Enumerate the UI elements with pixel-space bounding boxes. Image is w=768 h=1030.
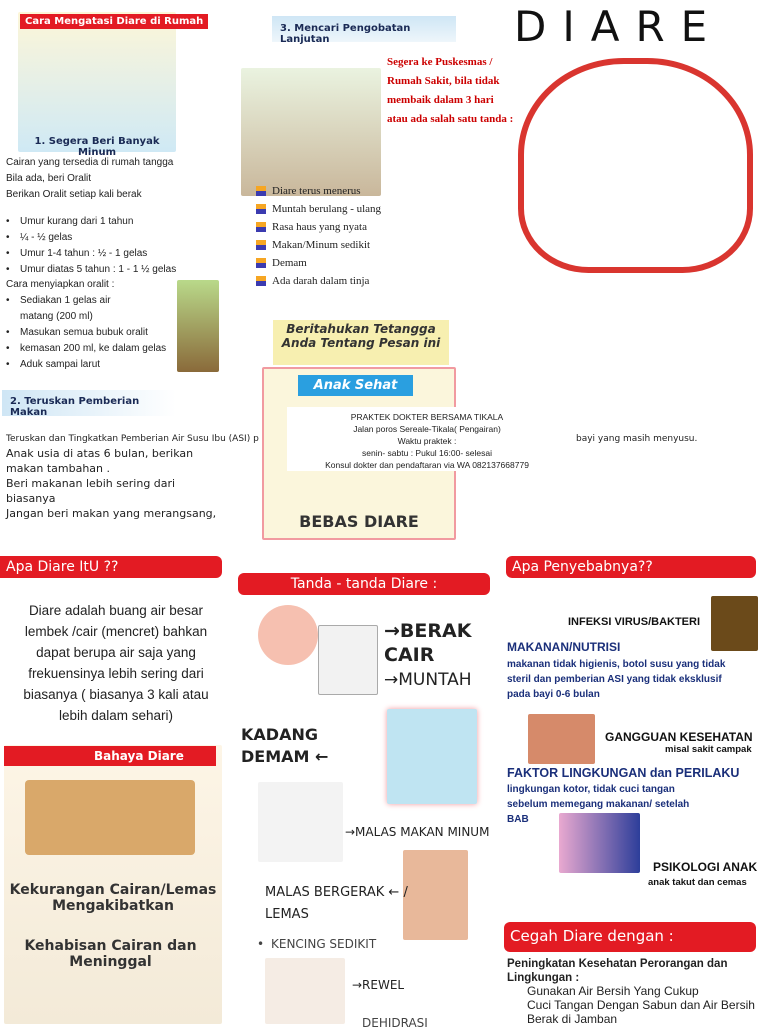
sign-muntah: →MUNTAH <box>384 670 472 690</box>
signs-header: Tanda - tanda Diare : <box>238 573 490 595</box>
food-line: Teruskan dan Tingkatkan Pemberian Air Susu Ibu (ASI) p <box>6 434 259 444</box>
ambulance-illustration <box>241 68 381 196</box>
scared-child-image <box>559 813 640 873</box>
prep-title: Cara menyiapkan oralit : <box>6 279 115 290</box>
food-line: bayi yang masih menyusu. <box>576 434 698 444</box>
clinic-line: Waktu praktek : <box>397 436 457 446</box>
sign-dehidrasi: DEHIDRASI <box>362 1016 428 1030</box>
clinic-line: senin- sabtu : Pukul 16:00- selesai <box>362 448 492 458</box>
food-banner: 2. Teruskan Pemberian Makan <box>2 390 176 416</box>
treat-banner: 3. Mencari Pengobatan Lanjutan <box>272 16 456 42</box>
child-on-potty-illustration <box>518 58 753 273</box>
cause-faktor: FAKTOR LINGKUNGAN dan PERILAKU <box>507 766 740 780</box>
list-item: • Masukan semua bubuk oralit <box>2 325 174 341</box>
cause-header: Apa Penyebabnya?? <box>506 556 756 578</box>
line: Bila ada, beri Oralit <box>6 173 92 184</box>
bacteria-image <box>711 596 758 651</box>
cause-psiko: PSIKOLOGI ANAK <box>653 860 758 874</box>
cause-psiko-desc: anak takut dan cemas <box>648 877 747 888</box>
sign: Muntah berulang - ulang <box>256 200 436 218</box>
prevent-list <box>527 984 755 1026</box>
prevent-title: Peningkatan Kesehatan Perorangan dan Lingkungan : <box>507 958 728 984</box>
what-text: Diare adalah buang air besar lembek /cair (mencret) bahkan dapat berupa air saja yang frekuensinya lebih sering dari biasanya ( biasanya 3 kali atau lebih dalam sehari) <box>23 603 209 723</box>
list-item: • Aduk sampai larut <box>2 357 174 373</box>
oralit-steps-image <box>177 280 219 372</box>
list-item: • ¼ - ½ gelas <box>2 230 176 246</box>
home-care-caption: 1. Segera Beri Banyak Minum <box>34 136 160 158</box>
home-lines <box>6 155 173 203</box>
list-item: • kemasan 200 ml, ke dalam gelas <box>2 341 174 357</box>
what-header: Apa Diare ItU ?? <box>0 556 222 578</box>
home-care-illustration <box>18 12 176 152</box>
prep-list <box>2 293 174 373</box>
cause-makanan: MAKANAN/NUTRISI <box>507 640 621 654</box>
treat-red-text: Segera ke Puskesmas / Rumah Sakit, bila tidak membaik dalam 3 hari atau ada salah satu tanda : <box>387 56 514 125</box>
cause-gangguan: GANGGUAN KESEHATAN <box>605 730 753 744</box>
sign-malas-makan: →MALAS MAKAN MINUM <box>345 825 490 839</box>
line: Beri makanan lebih sering dari biasanya <box>6 477 176 505</box>
cause-infeksi: INFEKSI VIRUS/BAKTERI <box>568 616 701 628</box>
list-item: Gunakan Air Bersih Yang Cukup <box>527 984 699 998</box>
sign: Demam <box>256 254 436 272</box>
fever-care-image <box>387 709 477 804</box>
line: Berikan Oralit setiap kali berak <box>6 189 142 200</box>
tell-neighbours: Beritahukan Tetangga Anda Tentang Pesan ini <box>273 320 449 365</box>
dose-list <box>2 214 176 278</box>
title: DIARE <box>514 2 724 51</box>
list-item: • KENCING SEDIKIT <box>253 937 376 951</box>
cause-gangguan-desc: misal sakit campak <box>665 744 752 755</box>
bullet-icon <box>256 186 266 196</box>
clinic-line: Jalan poros Sereale-Tikala( Pengairan) <box>353 424 501 434</box>
list-item: Cuci Tangan Dengan Sabun dan Air Bersih <box>527 998 755 1012</box>
sign-malas-gerak: MALAS BERGERAK ← / LEMAS <box>265 885 408 922</box>
danger-line1: Kekurangan Cairan/Lemas Mengakibatkan <box>9 882 217 914</box>
bed-image <box>25 780 195 855</box>
cause-makanan-desc: makanan tidak higienis, botol susu yang tidak steril dan pemberian ASI yang tidak eksklusif pada bayi 0-6 bulan <box>507 659 726 700</box>
sign-demam: KADANG DEMAM ← <box>241 725 329 766</box>
prevent-header: Cegah Diare dengan : <box>504 922 756 952</box>
sign-rewel: →REWEL <box>352 978 405 992</box>
kencing-list <box>253 937 376 951</box>
list-item: • Umur 1-4 tahun : ½ - 1 gelas <box>2 246 176 262</box>
crying-baby-image <box>258 605 318 665</box>
bullet-icon <box>256 204 266 214</box>
vomiting-child-image <box>318 625 378 695</box>
clinic-line: PRAKTEK DOKTER BERSAMA TIKALA <box>350 412 504 422</box>
bullet-icon <box>256 276 266 286</box>
treat-signs <box>256 182 436 290</box>
sign-berak: →BERAK CAIR <box>384 620 472 666</box>
anak-sehat-label: Anak Sehat <box>298 375 413 396</box>
sign: Diare terus menerus <box>256 182 436 200</box>
fussy-baby-image <box>265 958 345 1024</box>
clinic-info <box>287 407 567 471</box>
list-item: • Umur diatas 5 tahun : 1 - 1 ½ gelas <box>2 262 176 278</box>
danger-line2: Kehabisan Cairan dan Meninggal <box>24 938 197 970</box>
bullet-icon <box>256 258 266 268</box>
line: Cairan yang tersedia di rumah tangga <box>6 157 174 168</box>
no-appetite-image <box>258 782 343 862</box>
cause-faktor-desc: lingkungan kotor, tidak cuci tangan sebelum memegang makanan/ setelah BAB <box>507 784 690 825</box>
list-item: • Umur kurang dari 1 tahun <box>2 214 176 230</box>
line: Anak usia di atas 6 bulan, berikan makan tambahan . <box>6 447 194 475</box>
bullet-icon <box>256 240 266 250</box>
list-item: • Sediakan 1 gelas air matang (200 ml) <box>2 293 137 325</box>
sign: Makan/Minum sedikit <box>256 236 436 254</box>
home-care-banner: Cara Mengatasi Diare di Rumah <box>20 14 208 29</box>
bebas-diare-label: BEBAS DIARE <box>299 512 419 531</box>
bullet-icon <box>256 222 266 232</box>
line: Jangan beri makan yang merangsang, <box>6 507 217 520</box>
list-item: Berak di Jamban <box>527 1012 618 1026</box>
rash-image <box>528 714 595 764</box>
food-lines <box>6 446 226 521</box>
sign: Ada darah dalam tinja <box>256 272 436 290</box>
clinic-line: Konsul dokter dan pendaftaran via WA 082137668779 <box>325 460 529 470</box>
sign: Rasa haus yang nyata <box>256 218 436 236</box>
danger-banner: Bahaya Diare <box>4 746 216 766</box>
